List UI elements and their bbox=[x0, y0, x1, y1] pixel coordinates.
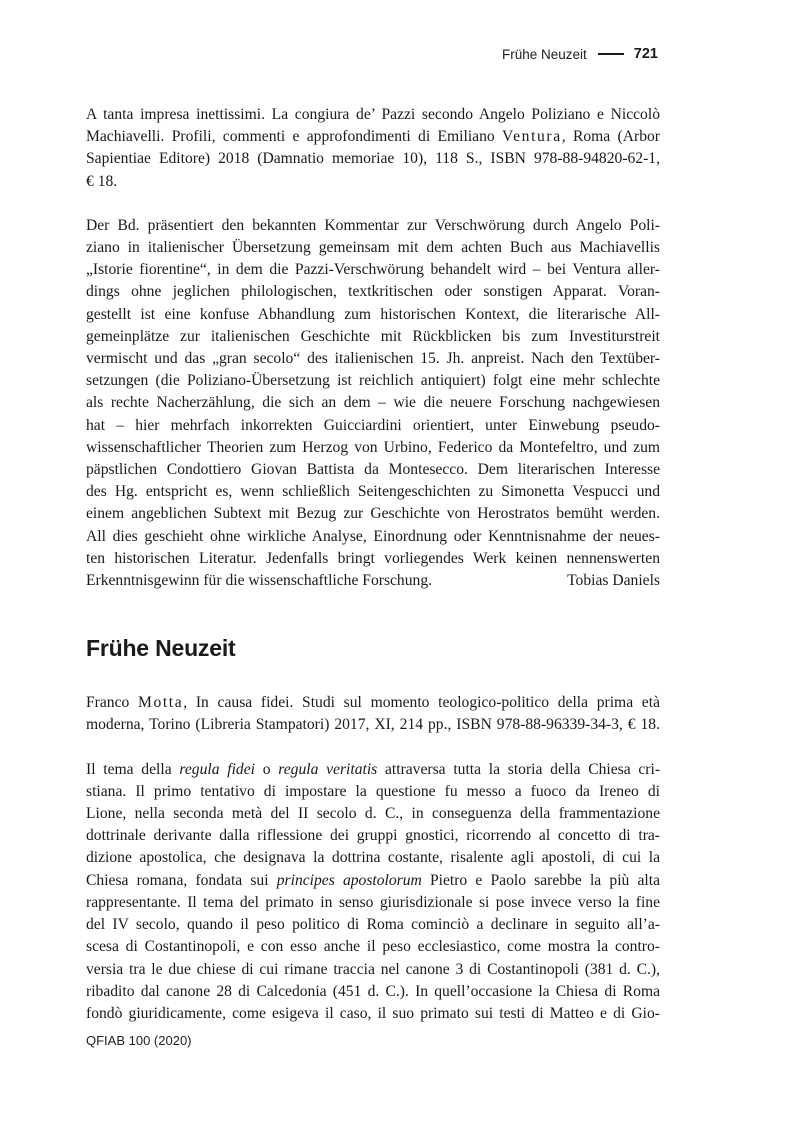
body-line: Erkenntnisgewinn für die wissenschaftliche Forschung. bbox=[86, 572, 433, 590]
body-line: All dies geschieht ohne wirkliche Analyse, Einordnung oder Kenntnisnahme der neues- bbox=[86, 527, 660, 545]
body-text: o bbox=[262, 760, 271, 778]
body-line: fondò giuridicamente, come esigeva il caso, il suo primato sui testi di Matteo e di Gio- bbox=[86, 1004, 660, 1022]
citation-line bbox=[86, 692, 660, 714]
review-2-body bbox=[86, 759, 660, 1025]
body-line: Der Bd. präsentiert den bekannten Kommentar zur Verschwörung durch Angelo Poli- bbox=[86, 216, 660, 234]
citation-line: € 18. bbox=[86, 172, 118, 190]
author-name: Motta bbox=[138, 694, 184, 712]
citation-text: Franco bbox=[86, 694, 130, 712]
body-line: „Istorie fiorentine“, in dem die Pazzi-Verschwörung behandelt wird – bei Ventura aller- bbox=[86, 261, 660, 279]
main-content bbox=[86, 104, 660, 1025]
body-line: dings ohne jeglichen philologischen, textkritischen oder sonstigen Apparat. Voran- bbox=[86, 283, 660, 301]
body-line: vermischt und das „gran secolo“ des italienischen 15. Jh. anpreist. Nach den Textüber- bbox=[86, 350, 660, 368]
body-line: ribadito dal canone 28 di Calcedonia (451 d. C.). In quell’occasione la Chiesa di Roma bbox=[86, 982, 660, 1000]
page-number: 721 bbox=[633, 46, 658, 62]
body-line: wissenschaftlicher Theorien zum Herzog von Urbino, Federico da Montefeltro, und zum bbox=[86, 438, 660, 456]
body-line: päpstlichen Condottiero Giovan Battista da Montesecco. Dem literarischen Interesse bbox=[86, 461, 660, 479]
review-1-citation bbox=[86, 104, 660, 193]
italic-term: regula veritatis bbox=[278, 760, 378, 778]
italic-term: principes apostolorum bbox=[276, 871, 422, 889]
journal-footer: QFIAB 100 (2020) bbox=[86, 1033, 192, 1048]
body-text: Chiesa romana, fondata sui bbox=[86, 871, 269, 889]
citation-line: moderna, Torino (Libreria Stampatori) 2017, XI, 214 pp., ISBN 978-88-96339-34-3, € 18. bbox=[86, 716, 660, 734]
body-line: des Hg. entspricht es, wenn schließlich Seitengeschichten zu Simonetta Vespucci und bbox=[86, 483, 660, 501]
closing-line bbox=[86, 570, 660, 592]
editor-name: Ventura bbox=[502, 128, 562, 146]
body-line: hat – hier mehrfach inkorrekten Guicciardini orientiert, unter Einwebung pseudo- bbox=[86, 416, 660, 434]
running-head bbox=[86, 44, 658, 64]
reviewer-signature: Tobias Daniels bbox=[567, 572, 660, 590]
italic-term: regula fidei bbox=[179, 760, 255, 778]
citation-line bbox=[86, 126, 660, 148]
citation-line: A tanta impresa inettissimi. La congiura de’ Pazzi secondo Angelo Poliziano e Niccolò bbox=[86, 106, 660, 123]
running-head-rule bbox=[598, 53, 624, 55]
body-line: dottrinale derivante dalla riflessione dei gruppi gnostici, ricorrendo al concetto di tra- bbox=[86, 827, 660, 845]
body-text: attraversa tutta la storia della Chiesa cri- bbox=[384, 760, 661, 778]
body-line: als rechte Nacherzählung, die sich an dem – wie die neuere Forschung nachgewiesen bbox=[86, 394, 660, 412]
body-line: gemeinplätze zur italienischen Geschichte mit Rückblicken bis zum Investiturstreit bbox=[86, 327, 660, 345]
body-line: Lione, nella seconda metà del II secolo d. C., in conseguenza della frammentazione bbox=[86, 805, 660, 823]
review-2-citation bbox=[86, 692, 660, 736]
citation-text: , Roma (Arbor bbox=[561, 128, 660, 146]
body-line: scesa di Costantinopoli, e con esso anche il peso ecclesiastico, come mostra la contro- bbox=[86, 938, 660, 956]
review-1-body bbox=[86, 215, 660, 592]
body-text: Il tema della bbox=[86, 760, 172, 778]
running-head-title: Frühe Neuzeit bbox=[502, 46, 587, 62]
body-line: rappresentante. Il tema del primato in senso giurisdizionale si pose invece verso la fine bbox=[86, 893, 660, 911]
section-heading: Frühe Neuzeit bbox=[86, 635, 236, 662]
body-text: Pietro e Paolo sarebbe la più alta bbox=[429, 871, 661, 889]
body-line bbox=[86, 870, 660, 892]
body-line: einem angeblichen Subtext mit Bezug zur Geschichte von Herostratos bemüht werden. bbox=[86, 505, 660, 523]
citation-text: Machiavelli. Profili, commenti e approfondimenti di Emiliano bbox=[86, 128, 495, 146]
body-line: ziano in italienischer Übersetzung gemeinsam mit dem achten Buch aus Machiavellis bbox=[86, 239, 660, 257]
citation-text: , In causa fidei. Studi sul momento teologico-politico della prima età bbox=[183, 694, 660, 712]
body-line: versia tra le due chiese di cui rimane traccia nel canone 3 di Costantinopoli (381 d. C.), bbox=[86, 960, 660, 978]
body-line: stiana. Il primo tentativo di impostare la questione fu messo a fuoco da Ireneo di bbox=[86, 782, 660, 800]
body-line: del IV secolo, quando il peso politico di Roma cominciò a declinare in seguito all’a- bbox=[86, 916, 660, 934]
body-line: setzungen (die Poliziano-Übersetzung ist reichlich antiquiert) folgt eine mehr schlechte bbox=[86, 372, 660, 390]
body-line: dizione apostolica, che designava la dottrina costante, risalente agli apostoli, di cui la bbox=[86, 849, 660, 867]
body-line: gestellt ist eine konfuse Abhandlung zum historischen Kontext, die literarische All- bbox=[86, 305, 660, 323]
citation-line: Sapientiae Editore) 2018 (Damnatio memoriae 10), 118 S., ISBN 978-88-94820-62-1, bbox=[86, 150, 660, 168]
body-line: ten historischen Literatur. Jedenfalls bringt vorliegendes Werk keinen nennenswerten bbox=[86, 549, 660, 567]
body-line bbox=[86, 759, 660, 781]
